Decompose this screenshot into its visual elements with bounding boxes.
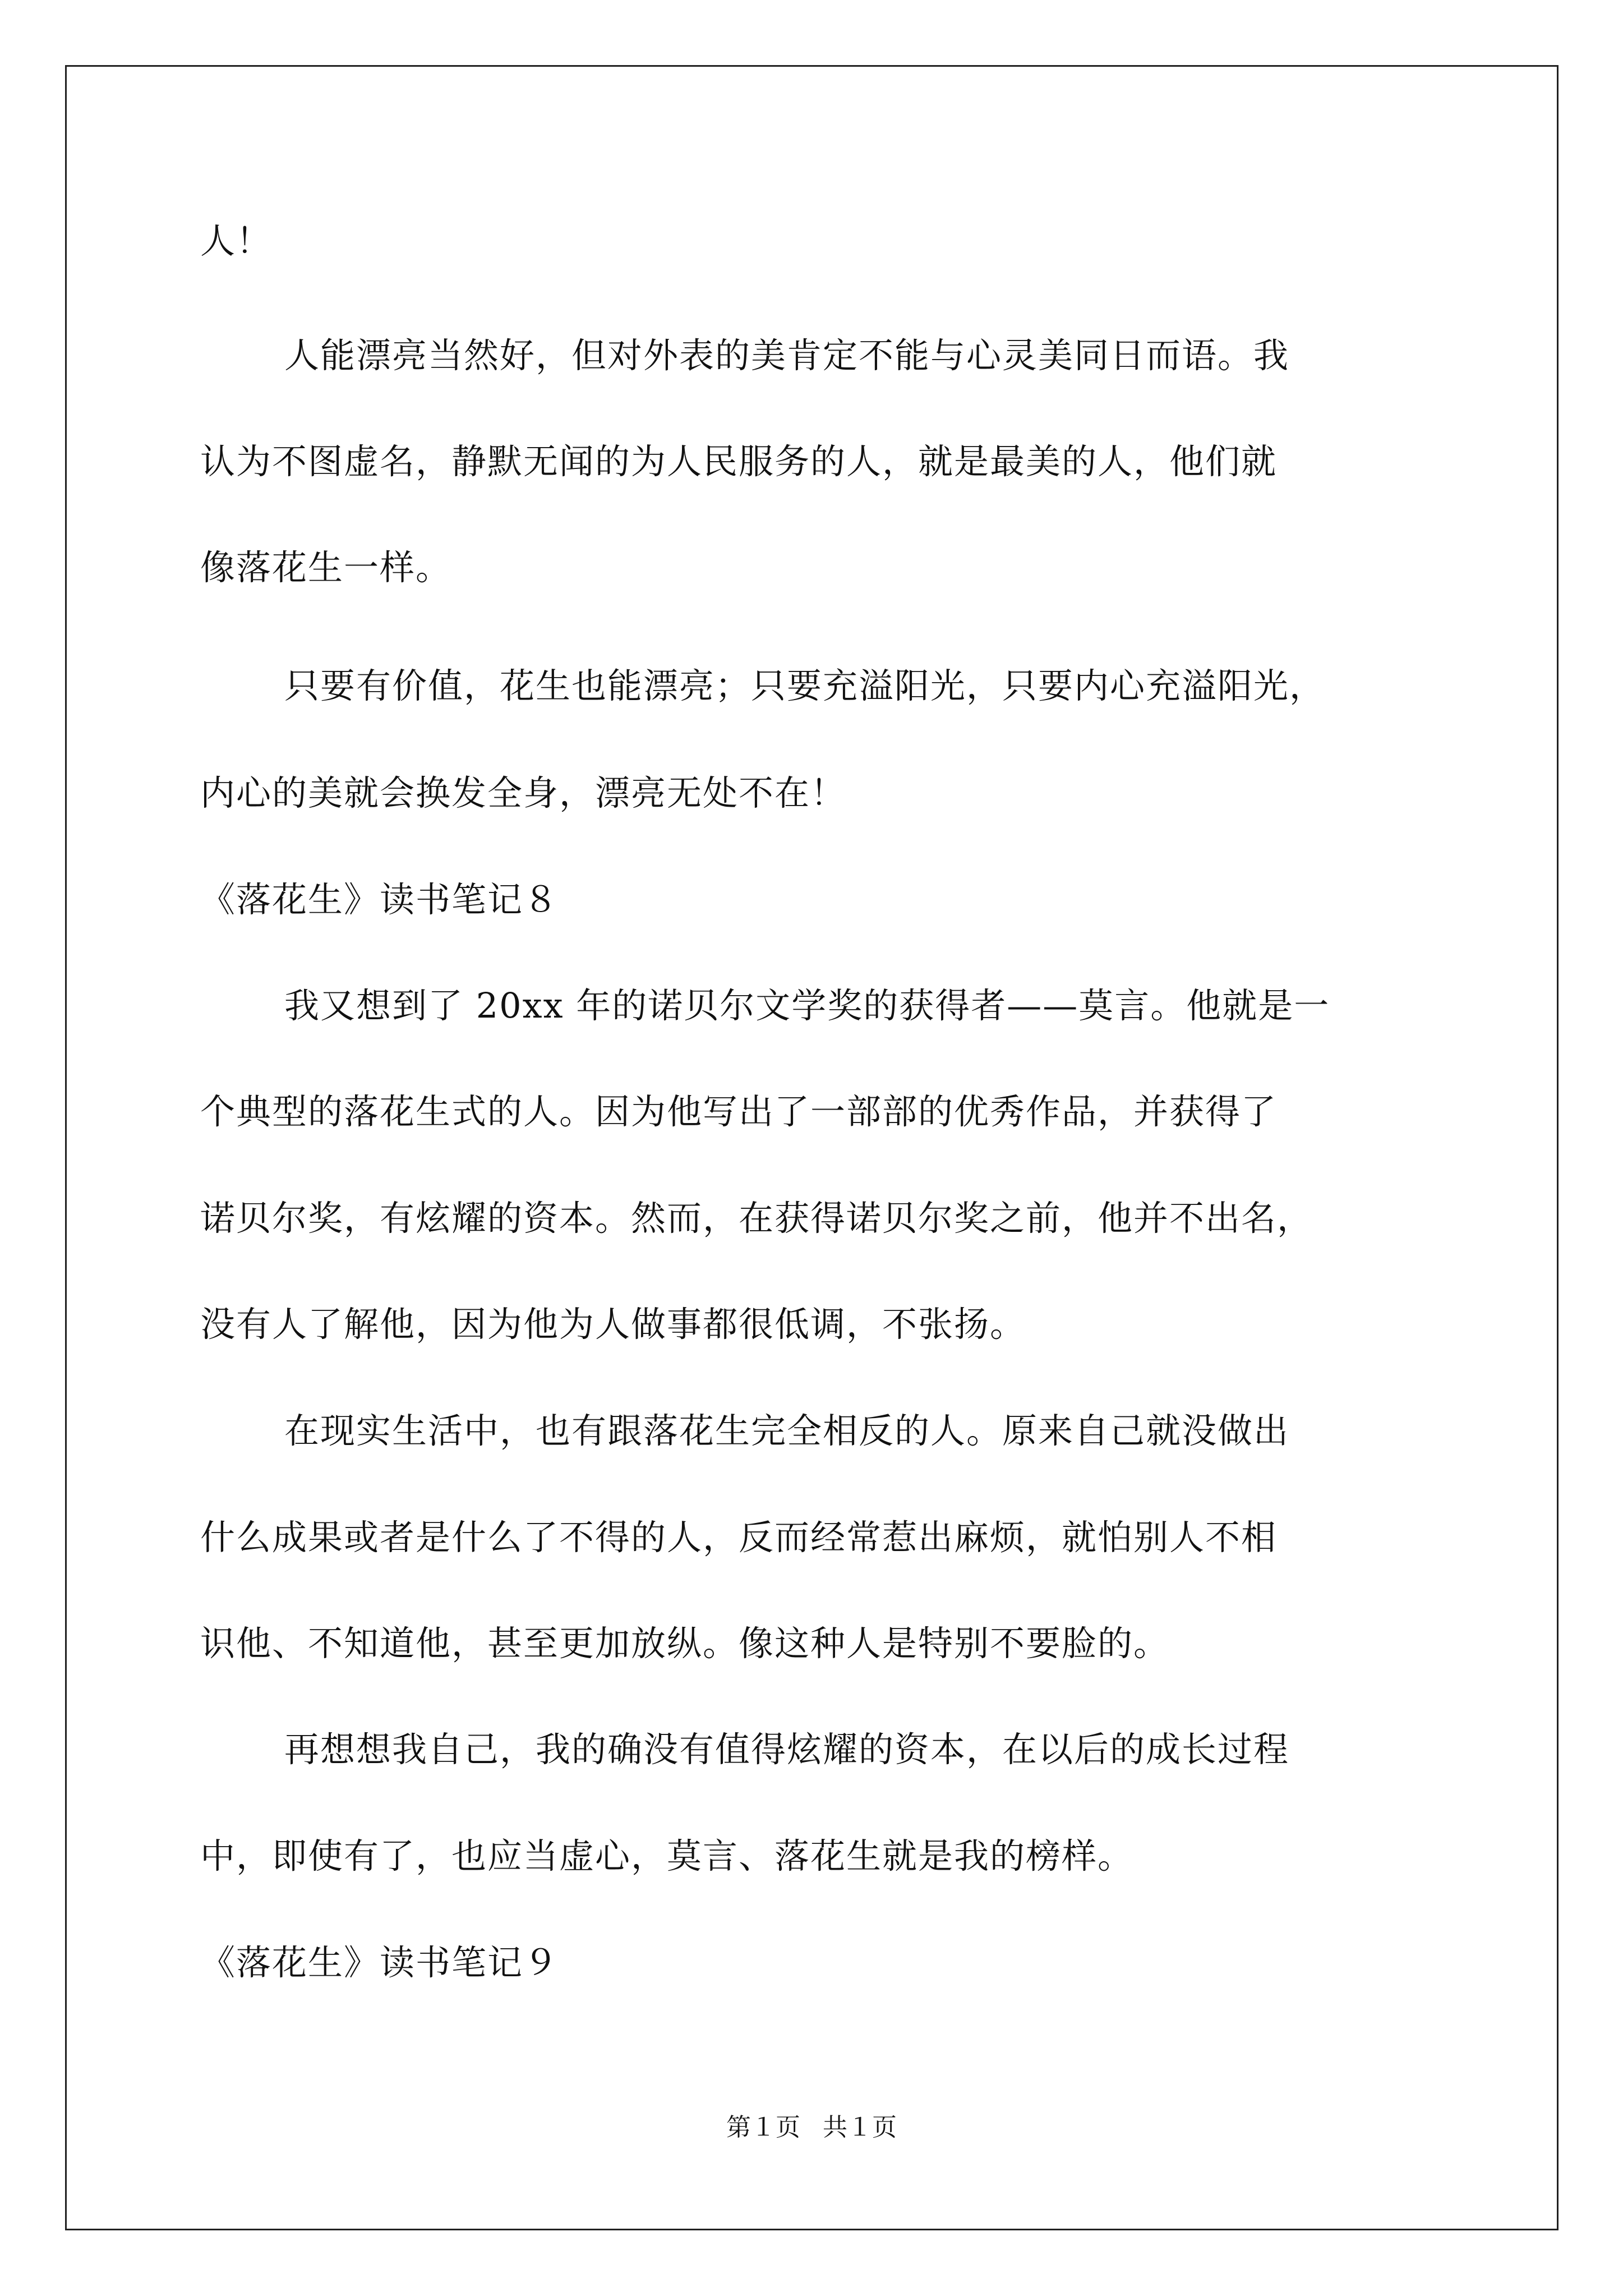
- paragraph-line: 内心的美就会换发全身，漂亮无处不在！: [200, 772, 847, 813]
- paragraph-line: 什么成果或者是什么了不得的人，反而经常惹出麻烦，就怕别人不相: [200, 1517, 1278, 1558]
- paragraph-line: 认为不图虚名，静默无闻的为人民服务的人，就是最美的人，他们就: [200, 441, 1278, 482]
- section-heading: 《落花生》读书笔记９: [200, 1942, 560, 1983]
- page-border: [65, 65, 1559, 2230]
- page-footer: [0, 2114, 1623, 2142]
- paragraph-line: 我又想到了 20xx 年的诺贝尔文学奖的获得者——莫言。他就是一: [284, 985, 1330, 1026]
- text-line: 人！: [200, 220, 273, 261]
- paragraph-line: 像落花生一样。: [200, 547, 452, 588]
- page-total: 共１页: [823, 2113, 897, 2142]
- paragraph-line: 人能漂亮当然好，但对外表的美肯定不能与心灵美同日而语。我: [284, 335, 1290, 376]
- page-number: 第１页: [726, 2113, 800, 2142]
- paragraph-line: 诺贝尔奖，有炫耀的资本。然而，在获得诺贝尔奖之前，他并不出名，: [200, 1198, 1313, 1239]
- paragraph-line: 识他、不知道他，甚至更加放纵。像这种人是特别不要脸的。: [200, 1623, 1170, 1664]
- paragraph-line: 中，即使有了，也应当虚心，莫言、落花生就是我的榜样。: [200, 1835, 1134, 1876]
- paragraph-line: 个典型的落花生式的人。因为他写出了一部部的优秀作品，并获得了: [200, 1091, 1278, 1132]
- paragraph-line: 在现实生活中，也有跟落花生完全相反的人。原来自己就没做出: [284, 1410, 1290, 1451]
- paragraph-line: 只要有价值，花生也能漂亮；只要充溢阳光，只要内心充溢阳光，: [284, 665, 1326, 706]
- paragraph-line: 没有人了解他，因为他为人做事都很低调，不张扬。: [200, 1304, 1026, 1345]
- section-heading: 《落花生》读书笔记８: [200, 879, 560, 920]
- paragraph-line: 再想想我自己，我的确没有值得炫耀的资本，在以后的成长过程: [284, 1729, 1290, 1770]
